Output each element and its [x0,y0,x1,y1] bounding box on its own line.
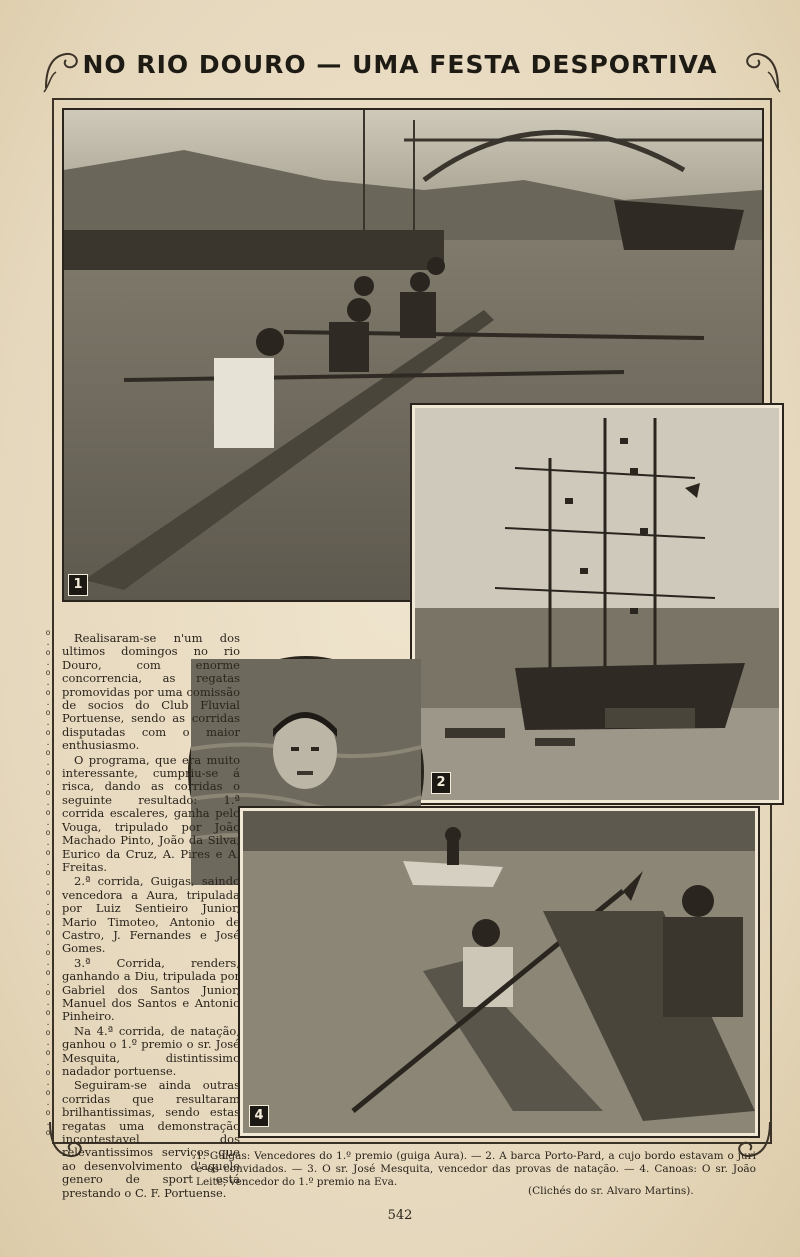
photo-number-1: 1 [68,574,88,596]
article-paragraph: 2.ª corrida, Guigas, saindo vencedora a Aura, tripulada por Luiz Sentieiro Junior, Mario Timoteo, Antonio de Castro, J. Fernandes e José Gomes. [62,874,240,956]
photo-caption: 1. Guigas: Vencedores do 1.º premio (guiga Aura). — 2. A barca Porto-Pard, a cujo bordo estavam o juri e os convidados. — 3. O sr. José Mesquita, vencedor das provas de natação. — 4. Canoas: O sr. João Leite, vencedor do 1.º premio na Eva. [196,1150,756,1188]
page-title: NO RIO DOURO — UMA FESTA DESPORTIVA [82,50,718,79]
article-paragraph: O programa, que era muito interessante, cumpriu-se á risca, dando as corridas o seguinte resultado: 1.ª corrida escaleres, ganha pelo Vouga, tripulado por João Machado Pinto, João da Silva, Eurico da Cruz, A. Pires e A. Freitas. [62,752,240,874]
sailing-ship-image [415,408,779,800]
canoes-image [243,811,755,1133]
photo-number-2: 2 [431,772,451,794]
article-paragraph: Seguiram-se ainda outras corridas que resultaram brilhantissimas, sendo estas regatas uma demonstração incontestavel dos relevantissimos serviços que ao desenvolvimento d'aquele genero de sport está prestando o C. F. Portuense. [62,1078,240,1200]
dotted-rule: o . o . o . o . o . o . o . o . o . o . o . o . o . o . o . o . o . o . o . o . o . o . o . o . o . o [45,628,51,1137]
photo-credit: (Clichés do sr. Alvaro Martins). [528,1185,694,1197]
photo-number-4: 4 [249,1105,269,1127]
article-paragraph: Na 4.ª corrida, de natação, ganhou o 1.º premio o sr. José Mesquita, distintissimo nadador portuense. [62,1023,240,1078]
article-body [62,632,240,1201]
corner-ornament-top-right-icon [738,48,784,94]
corner-ornament-top-left-icon [40,48,86,94]
page-number: 542 [387,1208,413,1223]
article-paragraph: 3.ª Corrida, renders, ganhando a Diu, tripulada por Gabriel dos Santos Junior, Manuel dos Santos e Antonio Pinheiro. [62,955,240,1024]
photo-canoes [240,808,758,1136]
photo-barca-porto-pard [412,405,782,803]
article-paragraph: Realisaram-se n'um dos ultimos domingos no rio Douro, com enorme concorrencia, as regatas promovidas por uma comissão de socios do Club Fluvial Portuense, sendo as corridas disputadas com o maior enthusiasmo. [62,631,240,753]
